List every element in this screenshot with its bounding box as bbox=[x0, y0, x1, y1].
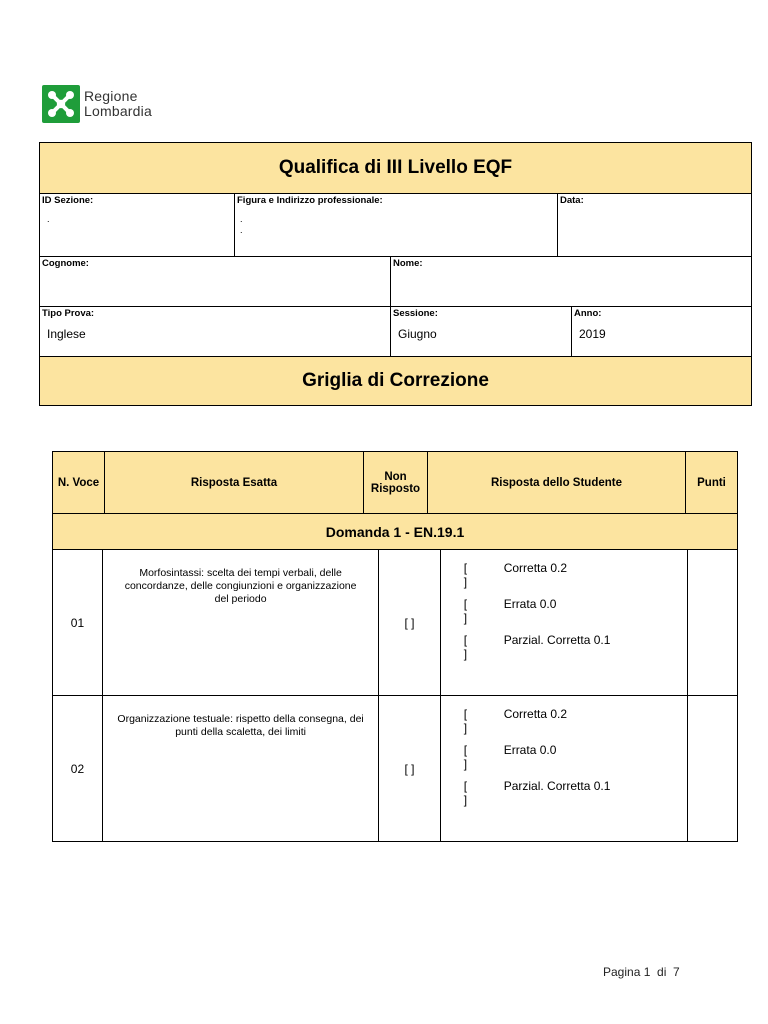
sessione-cell bbox=[391, 307, 572, 356]
cognome-label: Cognome: bbox=[42, 258, 89, 269]
anno-cell bbox=[572, 307, 751, 356]
regione-lombardia-logo-icon bbox=[42, 85, 80, 123]
anno-value: 2019 bbox=[579, 327, 606, 341]
col-n-voce: N. Voce bbox=[53, 452, 105, 513]
id-sezione-cell bbox=[40, 194, 235, 256]
document-title: Qualifica di III Livello EQF bbox=[40, 143, 751, 194]
row-punti[interactable] bbox=[688, 550, 737, 695]
student-answer-options bbox=[441, 696, 688, 841]
non-risposto-checkbox[interactable]: [ ] bbox=[379, 550, 440, 695]
id-sezione-value: . bbox=[47, 214, 50, 224]
data-label: Data: bbox=[560, 195, 584, 206]
tipo-prova-cell bbox=[40, 307, 391, 356]
header-row-3 bbox=[40, 307, 751, 357]
figura-value-2: . bbox=[240, 225, 243, 235]
non-risposto-checkbox[interactable]: [ ] bbox=[379, 696, 440, 841]
option-label: Corretta 0.2 bbox=[503, 561, 568, 575]
regione-lombardia-logo bbox=[42, 85, 152, 123]
table-row bbox=[53, 696, 737, 841]
figura-value-1: . bbox=[240, 214, 243, 224]
student-answer-options bbox=[441, 550, 688, 695]
logo-line-1: Regione bbox=[84, 88, 138, 104]
option-label: Errata 0.0 bbox=[503, 743, 557, 757]
option-label: Errata 0.0 bbox=[503, 597, 557, 611]
tipo-prova-label: Tipo Prova: bbox=[42, 308, 95, 319]
col-risposta-esatta: Risposta Esatta bbox=[105, 452, 364, 513]
option-checkbox[interactable]: [ ] bbox=[463, 597, 468, 625]
option-label: Parzial. Corretta 0.1 bbox=[503, 633, 611, 647]
option-label: Corretta 0.2 bbox=[503, 707, 568, 721]
col-punti: Punti bbox=[697, 476, 726, 489]
anno-label: Anno: bbox=[574, 308, 602, 319]
row-number: 02 bbox=[53, 696, 103, 841]
table-row bbox=[53, 550, 737, 696]
logo-line-2: Lombardia bbox=[84, 103, 152, 119]
page-number: Pagina 1 di 7 bbox=[603, 965, 680, 979]
tipo-prova-value: Inglese bbox=[47, 327, 86, 341]
row-description: Morfosintassi: scelta dei tempi verbali, delle concordanze, delle congiunzioni e organizzazione del periodo bbox=[103, 550, 379, 695]
sessione-value: Giugno bbox=[398, 327, 437, 341]
grid-header-row bbox=[53, 452, 737, 514]
option-checkbox[interactable]: [ ] bbox=[463, 707, 468, 735]
grid-subtitle: Griglia di Correzione bbox=[40, 357, 751, 405]
option-checkbox[interactable]: [ ] bbox=[463, 743, 468, 771]
figura-cell bbox=[235, 194, 558, 256]
correction-grid bbox=[52, 451, 738, 842]
figura-label: Figura e Indirizzo professionale: bbox=[237, 195, 383, 206]
row-punti[interactable] bbox=[688, 696, 737, 841]
logo-text bbox=[84, 89, 152, 119]
header-row-1 bbox=[40, 194, 751, 257]
section-title: Domanda 1 - EN.19.1 bbox=[53, 514, 737, 550]
row-number: 01 bbox=[53, 550, 103, 695]
sessione-label: Sessione: bbox=[393, 308, 438, 319]
option-label: Parzial. Corretta 0.1 bbox=[503, 779, 611, 793]
option-checkbox[interactable]: [ ] bbox=[463, 561, 468, 589]
cognome-cell bbox=[40, 257, 391, 306]
option-checkbox[interactable]: [ ] bbox=[463, 633, 468, 661]
col-non-risposto-line-2: Risposto bbox=[370, 482, 421, 495]
header-block bbox=[39, 142, 752, 406]
id-sezione-label: ID Sezione: bbox=[42, 195, 94, 206]
col-non-risposto bbox=[364, 452, 428, 513]
row-description: Organizzazione testuale: rispetto della consegna, dei punti della scaletta, dei limiti bbox=[103, 696, 379, 841]
option-checkbox[interactable]: [ ] bbox=[463, 779, 468, 807]
nome-label: Nome: bbox=[393, 258, 423, 269]
col-risposta-studente: Risposta dello Studente bbox=[428, 452, 686, 513]
col-non-risposto-line-1: Non bbox=[384, 470, 407, 483]
header-row-2 bbox=[40, 257, 751, 307]
nome-cell bbox=[391, 257, 751, 306]
data-cell bbox=[558, 194, 751, 256]
